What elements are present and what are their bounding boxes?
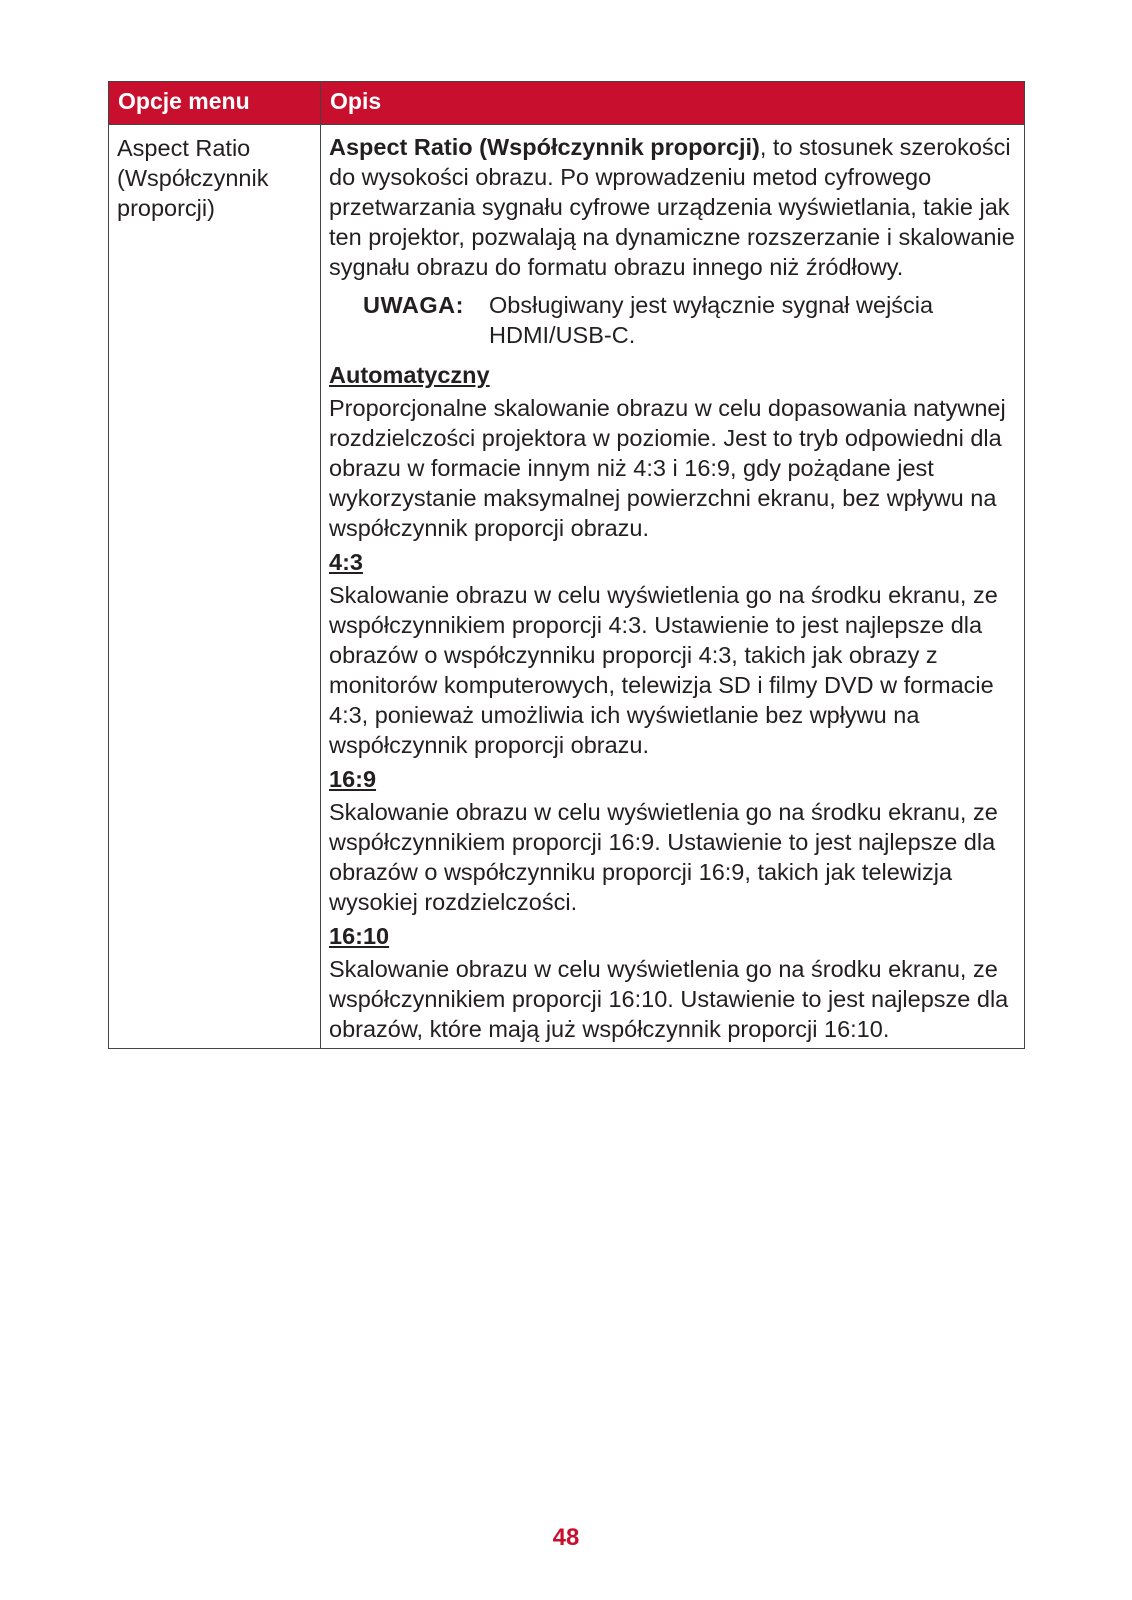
option-text-16-9: Skalowanie obrazu w celu wyświetlenia go na środku ekranu, ze współczynnikiem proporcji 16:9. Ustawienie to jest najlepsze dla obrazów o współczynniku proporcji 16:9, takich jak telewizja wysokiej rozdzielczości. [329,799,998,915]
header-menu-options: Opcje menu [109,82,321,125]
option-title-automatic: Automatyczny [329,362,490,388]
page-number: 48 [552,1524,580,1551]
intro-paragraph [329,132,1016,282]
note-text: Obsługiwany jest wyłącznie sygnał wejścia HDMI/USB-C. [489,292,934,348]
menu-option-cell [109,125,321,1049]
table-header-row [109,82,1025,125]
option-text-automatic: Proporcjonalne skalowanie obrazu w celu dopasowania natywnej rozdzielczości projektora w poziomie. Jest to tryb odpowiedni dla obrazu w formacie innym niż 4:3 i 16:9, gdy pożądane jest wykorzystanie maksymalnej powierzchni ekranu, bez wpływu na współczynnik proporcji obrazu. [329,395,1006,541]
note-block [363,290,1016,350]
option-text-4-3: Skalowanie obrazu w celu wyświetlenia go na środku ekranu, ze współczynnikiem proporcji 4:3. Ustawienie to jest najlepsze dla obrazów o współczynniku proporcji 4:3, takich jak obrazy z monitorów komputerowych, telewizja SD i filmy DVD w formacie 4:3, ponieważ umożliwia ich wyświetlanie bez wpływu na współczynnik proporcji obrazu. [329,582,998,758]
option-title-16-9: 16:9 [329,766,377,792]
menu-option-label: Aspect Ratio (Współczynnik proporcji) [117,135,269,221]
option-text-16-10: Skalowanie obrazu w celu wyświetlenia go na środku ekranu, ze współczynnikiem proporcji 16:10. Ustawienie to jest najlepsze dla obrazów, które mają już współczynnik proporcji 16:10. [329,956,1009,1042]
intro-text: , to stosunek szerokości do wysokości obrazu. Po wprowadzeniu metod cyfrowego przetwarzania sygnału cyfrowe urządzenia wyświetlania, takie jak ten projektor, pozwalają na dynamiczne rozszerzanie i skalowanie sygnału obrazu do formatu obrazu innego niż źródłowy. [329,134,1015,280]
note-label: UWAGA: [363,292,464,318]
description-cell [321,125,1025,1049]
intro-term: Aspect Ratio (Współczynnik proporcji) [329,134,760,160]
table-row [109,125,1025,1049]
option-title-4-3: 4:3 [329,549,363,575]
header-description: Opis [321,82,1025,125]
menu-options-table [108,81,1025,1049]
option-title-16-10: 16:10 [329,923,390,949]
